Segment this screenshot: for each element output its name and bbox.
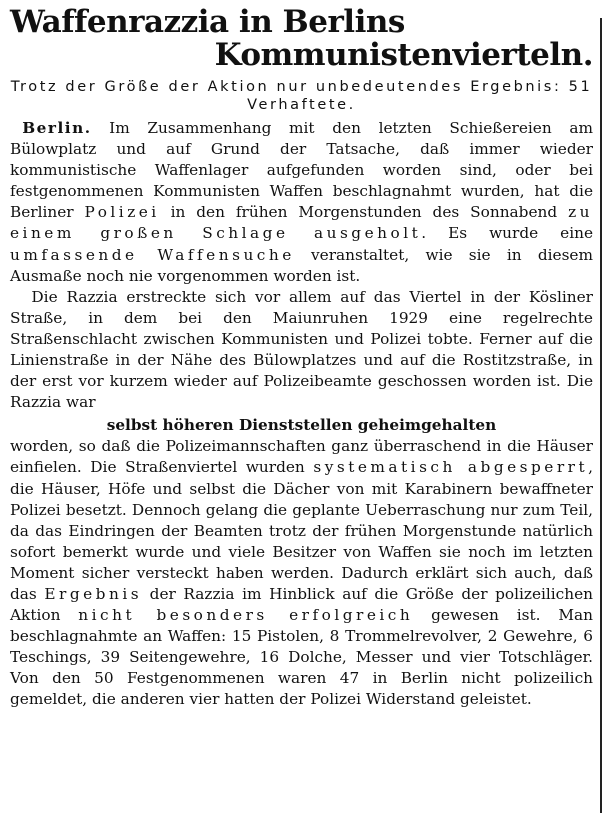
column-rule: [600, 18, 602, 813]
p3-spaced-2: Ergebnis: [44, 584, 143, 603]
p1-spaced-3: umfassende Waffensuche: [10, 245, 295, 264]
paragraph-1: [10, 118, 593, 287]
p1-text-2: in den frühen Morgenstunden des Sonnabend: [159, 203, 569, 222]
headline-line-2: Kommunistenvierteln.: [214, 37, 593, 73]
p1-text-3: . Es wurde eine: [421, 224, 594, 243]
p3-text-4: gewesen ist. Man beschlagnahmte an Waffen: 15 Pistolen, 8 Trommelrevolver, 2 Gewehre, 6 Teschings, 39 Seitengewehre, 16 Dolche, Messer und vier Totschläger. Von den 50 Festgenommenen waren 47 in Berlin nicht polizeilich gemeldet, die anderen vier hatten der Polizei Widerstand geleistet.: [10, 606, 593, 709]
headline-line-1: Waffenrazzia in Berlins: [10, 4, 405, 40]
p1-text-1: Im Zusammenhang mit den letzten Schießereien am Bülowplatz und auf Grund der Tatsache, daß immer wieder kommunistische Waffenlager aufgefunden worden sind, oder bei festgenommenen Kommunisten Waffen beschlagnahmt wurden, hat die Berliner: [10, 119, 593, 222]
p3-text-1: worden, so daß die Polizeimannschaften ganz überraschend in die Häuser einfielen. Die Straßenviertel wurden: [10, 437, 593, 477]
p3-text-2: , die Häuser, Höfe und selbst die Dächer von mit Karabinern bewaffneter Polizei besetzt. Dennoch gelang die geplante Ueberraschung nur zum Teil, da das Eindringen der Beamten trotz der frühen Morgenstunde natürlich sofort bemerkt wurde und viele Besitzer von Waffen sie noch im letzten Moment sicher versteckt haben werden. Dadurch erklärt sich auch, daß das: [10, 458, 594, 603]
p1-text-4: veranstaltet, wie sie in diesem Ausmaße noch nie vorgenommen worden ist.: [10, 245, 593, 285]
dateline: Berlin.: [22, 119, 92, 137]
p3-spaced-1: systematisch abgesperrt: [313, 458, 589, 477]
p1-spaced-1: Polizei: [84, 203, 160, 222]
p3-spaced-3: nicht besonders erfolgreich: [78, 606, 414, 625]
p1-spaced-2: zu einem großen Schlage ausgeholt: [10, 203, 593, 243]
paragraph-3: [10, 436, 593, 710]
paragraph-2: Die Razzia erstreckte sich vor allem auf das Viertel in der Kösliner Straße, in dem bei den Maiunruhen 1929 eine regelrechte Straßenschlacht zwischen Kommunisten und Polizei tobte. Ferner auf die Linienstraße in der Nähe des Bülowplatzes und auf die Rostitzstraße, in der erst vor kurzem wieder auf Polizeibeamte geschossen worden ist. Die Razzia war: [10, 287, 593, 412]
p3-text-3: der Razzia im Hinblick auf die Größe der polizeilichen Aktion: [10, 584, 594, 625]
section-subheading: selbst höheren Dienststellen geheimgehalten: [106, 416, 497, 435]
subheadline: Trotz der Größe der Aktion nur unbedeutendes Ergebnis: 51 Verhaftete.: [10, 79, 593, 113]
